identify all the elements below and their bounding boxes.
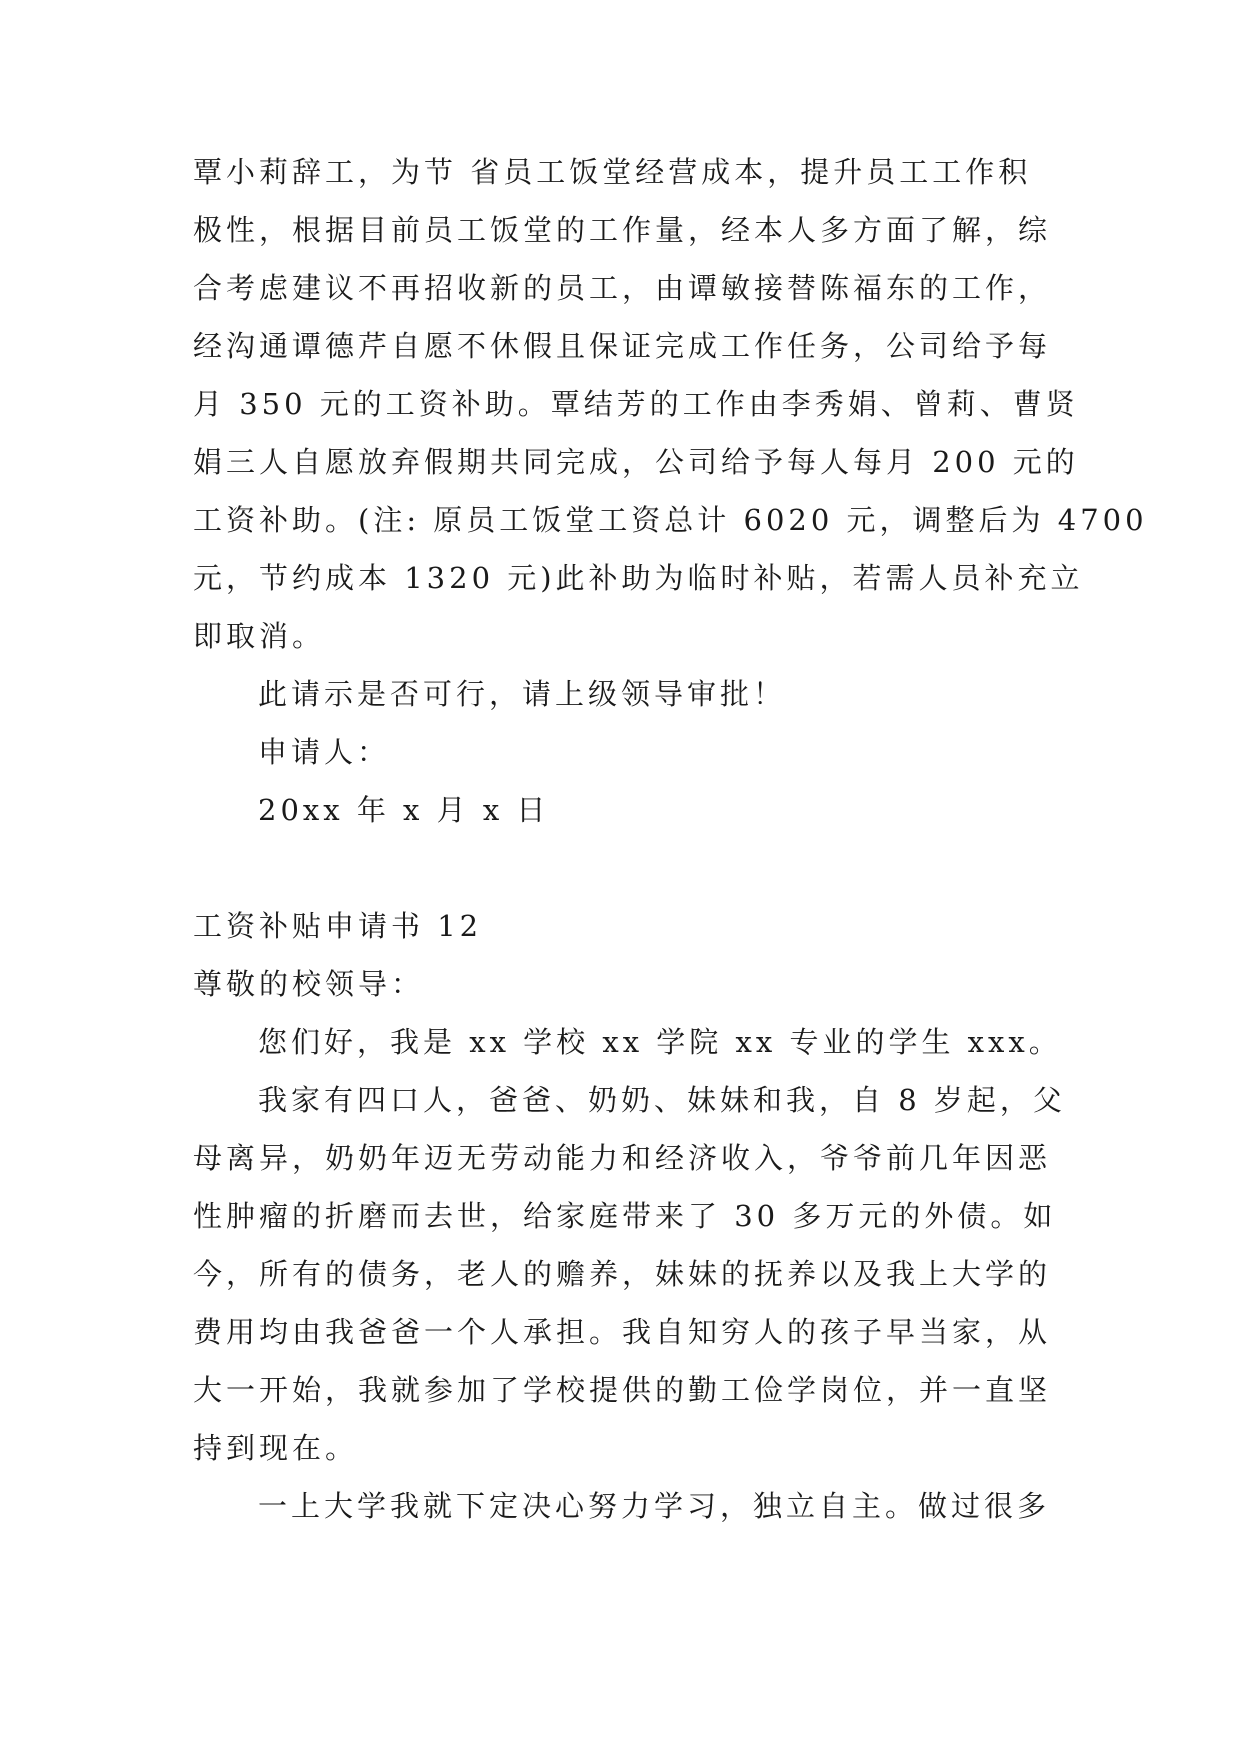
applicant-label: 申请人： (258, 735, 391, 769)
body-text-line: 合考虑建议不再招收新的员工，由谭敏接替陈福东的工作， (193, 271, 1052, 305)
body-text-line: 经沟通谭德芹自愿不休假且保证完成工作任务，公司给予每 (193, 329, 1052, 363)
body-text-line: 极性，根据目前员工饭堂的工作量，经本人多方面了解，综 (193, 213, 1052, 247)
body-text-line: 性肿瘤的折磨而去世，给家庭带来了 30 多万元的外债。如 (193, 1199, 1057, 1233)
body-text-line: 母离异，奶奶年迈无劳动能力和经济收入，爷爷前几年因恶 (193, 1141, 1052, 1175)
body-text-line: 工资补助。(注: 原员工饭堂工资总计 6020 元，调整后为 4700 (193, 503, 1148, 537)
greeting-line: 您们好，我是 xx 学校 xx 学院 xx 专业的学生 xxx。 (258, 1025, 1062, 1059)
body-text-line: 我家有四口人，爸爸、奶奶、妹妹和我，自 8 岁起，父 (258, 1083, 1066, 1117)
body-text-line: 费用均由我爸爸一个人承担。我自知穷人的孩子早当家，从 (193, 1315, 1052, 1349)
document-title: 工资补贴申请书 12 (193, 909, 483, 943)
body-text-line: 一上大学我就下定决心努力学习，独立自主。做过很多 (258, 1489, 1051, 1523)
body-text-line: 娟三人自愿放弃假期共同完成，公司给予每人每月 200 元的 (193, 445, 1079, 479)
body-text-line: 即取消。 (193, 619, 326, 653)
closing-request: 此请示是否可行，请上级领导审批！ (258, 677, 787, 711)
date-line: 20xx 年 x 月 x 日 (258, 793, 550, 827)
body-text-line: 今，所有的债务，老人的赡养，妹妹的抚养以及我上大学的 (193, 1257, 1052, 1291)
body-text-line: 覃小莉辞工，为节 省员工饭堂经营成本，提升员工工作积 (193, 155, 1032, 189)
body-text-line: 月 350 元的工资补助。覃结芳的工作由李秀娟、曾莉、曹贤 (193, 387, 1079, 421)
body-text-line: 元，节约成本 1320 元)此补助为临时补贴，若需人员补充立 (193, 561, 1084, 595)
body-text-line: 持到现在。 (193, 1431, 359, 1465)
salutation: 尊敬的校领导： (193, 967, 425, 1001)
body-text-line: 大一开始，我就参加了学校提供的勤工俭学岗位，并一直坚 (193, 1373, 1052, 1407)
